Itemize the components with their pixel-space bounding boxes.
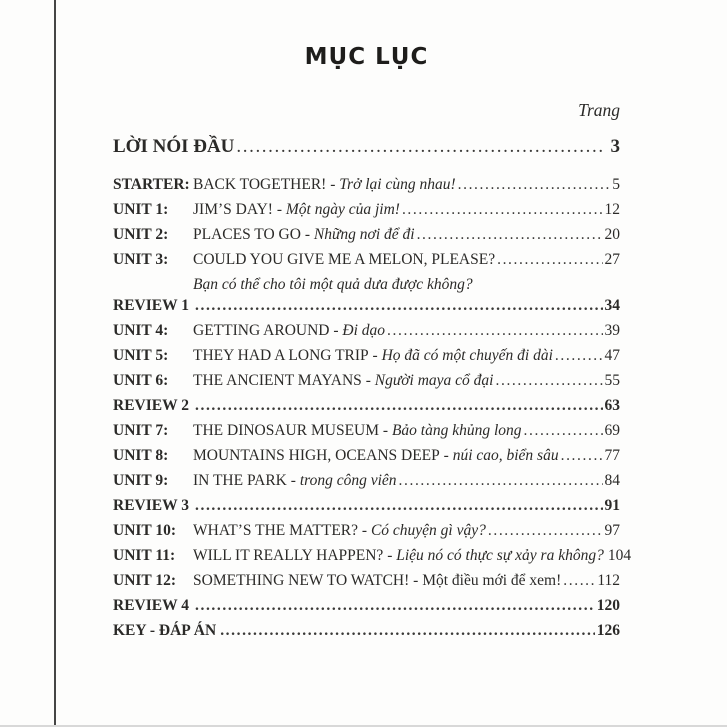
title-separator: - bbox=[368, 347, 382, 364]
toc-row-page: 47 bbox=[604, 347, 620, 364]
dot-leader bbox=[195, 297, 603, 315]
dot-leader bbox=[563, 572, 595, 590]
title-separator: - bbox=[329, 322, 343, 339]
toc-row-title: Bạn có thể cho tôi một quả dưa được không? bbox=[193, 276, 473, 293]
toc-row-title bbox=[193, 447, 559, 465]
toc-row-label: REVIEW 4 bbox=[113, 597, 189, 614]
toc-title-vietnamese: núi cao, biển sâu bbox=[452, 447, 559, 464]
dot-leader bbox=[417, 226, 603, 244]
toc-row-page: 63 bbox=[604, 397, 620, 414]
toc-row-page: 20 bbox=[604, 226, 620, 243]
toc-row-label: REVIEW 1 bbox=[113, 297, 189, 314]
toc-row-label: REVIEW 2 bbox=[113, 397, 189, 414]
preface-row bbox=[113, 136, 620, 161]
toc-row bbox=[113, 176, 620, 201]
dot-leader bbox=[195, 597, 595, 615]
toc-row-label: UNIT 6: bbox=[113, 372, 169, 389]
title-separator: - bbox=[383, 547, 397, 564]
toc-title-vietnamese: Những nơi để đi bbox=[313, 226, 415, 243]
title-separator: - bbox=[300, 226, 314, 243]
toc-row-label: UNIT 10: bbox=[113, 522, 177, 539]
page-column-header: Trang bbox=[578, 100, 620, 120]
toc-row bbox=[113, 201, 620, 226]
toc-row-page: 34 bbox=[604, 297, 620, 314]
title-separator: - bbox=[379, 422, 392, 439]
scan-edge-line bbox=[54, 0, 56, 725]
toc-row-page: 77 bbox=[604, 447, 620, 464]
toc-row-page: 27 bbox=[604, 251, 620, 268]
dot-leader bbox=[497, 251, 602, 269]
toc-row-page: 55 bbox=[604, 372, 620, 389]
toc-row bbox=[113, 372, 620, 397]
toc-row-label: UNIT 12: bbox=[113, 572, 177, 589]
toc-row-title bbox=[193, 422, 522, 440]
title-separator: - bbox=[286, 472, 300, 489]
dot-leader bbox=[524, 422, 603, 440]
toc-row-page: 39 bbox=[604, 322, 620, 339]
dot-leader bbox=[458, 176, 611, 194]
page-title: MỤC LỤC bbox=[304, 44, 429, 70]
toc-title-english: BACK TOGETHER! bbox=[193, 176, 327, 193]
dot-leader bbox=[236, 136, 603, 158]
toc-title-vietnamese: Bảo tàng khủng long bbox=[391, 422, 522, 439]
toc-title-english: THE ANCIENT MAYANS bbox=[193, 372, 362, 389]
toc-title-english: PLACES TO GO bbox=[193, 226, 301, 243]
toc-row bbox=[113, 622, 620, 647]
toc-row bbox=[113, 226, 620, 251]
toc-row bbox=[113, 251, 620, 276]
toc-row-title bbox=[193, 347, 553, 365]
toc-title-vietnamese: trong công viên bbox=[299, 472, 397, 489]
toc-row bbox=[113, 497, 620, 522]
toc-title-vietnamese: Có chuyện gì vậy? bbox=[370, 522, 486, 539]
dot-leader bbox=[561, 447, 603, 465]
dot-leader bbox=[195, 497, 603, 515]
toc-title-english: MOUNTAINS HIGH, OCEANS DEEP bbox=[193, 447, 440, 464]
dot-leader bbox=[195, 397, 603, 415]
dot-leader bbox=[488, 522, 603, 540]
toc-row bbox=[113, 322, 620, 347]
toc-title-vietnamese: Một điều mới để xem! bbox=[422, 572, 562, 589]
dot-leader bbox=[402, 201, 603, 219]
toc-title-vietnamese: Trở lại cùng nhau! bbox=[339, 176, 456, 193]
toc-row-title bbox=[193, 176, 456, 194]
toc-title-vietnamese: Người maya cổ đại bbox=[374, 372, 494, 389]
toc-title-english: THE DINOSAUR MUSEUM bbox=[193, 422, 380, 439]
toc-row-title bbox=[193, 226, 415, 244]
toc-title-vietnamese: Một ngày của jim! bbox=[285, 201, 400, 218]
toc-row-title bbox=[193, 572, 561, 590]
toc-row-page: 5 bbox=[612, 176, 620, 193]
toc-row-page: 97 bbox=[604, 522, 620, 539]
toc-row bbox=[113, 297, 620, 322]
toc-row bbox=[113, 472, 620, 497]
toc-row-page: 120 bbox=[596, 597, 620, 614]
title-separator: - bbox=[272, 201, 286, 218]
toc-row bbox=[113, 397, 620, 422]
title-separator: - bbox=[358, 522, 371, 539]
toc-row-page: 69 bbox=[604, 422, 620, 439]
dot-leader bbox=[399, 472, 603, 490]
title-separator: - bbox=[326, 176, 340, 193]
toc-row bbox=[113, 422, 620, 447]
dot-leader bbox=[220, 622, 595, 640]
toc-row-page: 126 bbox=[596, 622, 620, 639]
toc-row-title bbox=[193, 201, 400, 219]
toc-row-page: 84 bbox=[604, 472, 620, 489]
toc-row-title bbox=[193, 522, 486, 540]
toc-row-label: UNIT 5: bbox=[113, 347, 169, 364]
toc-row-page: 112 bbox=[597, 572, 620, 589]
toc-row-label: REVIEW 3 bbox=[113, 497, 189, 514]
toc-row-label: UNIT 3: bbox=[113, 251, 169, 268]
toc-title-english: WHAT’S THE MATTER? bbox=[193, 522, 359, 539]
toc-row-title bbox=[193, 251, 495, 269]
dot-leader bbox=[496, 372, 603, 390]
toc-title-english: IN THE PARK bbox=[193, 472, 287, 489]
toc-row bbox=[113, 447, 620, 472]
toc-row bbox=[113, 597, 620, 622]
toc-row-title bbox=[193, 547, 604, 565]
toc-row bbox=[113, 572, 620, 597]
toc-row-title bbox=[193, 322, 385, 340]
toc-row bbox=[113, 522, 620, 547]
toc-row-title bbox=[193, 472, 397, 490]
dot-leader bbox=[555, 347, 603, 365]
toc-title-english: THEY HAD A LONG TRIP bbox=[193, 347, 369, 364]
toc-row-title bbox=[193, 372, 494, 390]
dot-leader bbox=[387, 322, 602, 340]
title-separator: - bbox=[361, 372, 375, 389]
toc-title-vietnamese: Họ đã có một chuyến đi dài bbox=[381, 347, 553, 364]
toc-row-page: 91 bbox=[604, 497, 620, 514]
toc-row-label: STARTER: bbox=[113, 176, 190, 193]
page-content bbox=[113, 0, 632, 647]
toc-title-english: SOMETHING NEW TO WATCH! bbox=[193, 572, 410, 589]
toc-list bbox=[113, 176, 632, 647]
toc-row-label: UNIT 7: bbox=[113, 422, 169, 439]
toc-row-page: 104 bbox=[607, 547, 632, 564]
toc-row-label: UNIT 9: bbox=[113, 472, 169, 489]
toc-row-continuation bbox=[113, 276, 620, 297]
preface-label: LỜI NÓI ĐẦU bbox=[113, 136, 235, 157]
toc-row bbox=[113, 547, 632, 572]
toc-row-page: 12 bbox=[604, 201, 620, 218]
toc-title-english: WILL IT REALLY HAPPEN? bbox=[193, 547, 384, 564]
toc-title-english: JIM’S DAY! bbox=[193, 201, 273, 218]
preface-page: 3 bbox=[610, 136, 620, 157]
title-separator: - bbox=[439, 447, 453, 464]
toc-row-label: UNIT 8: bbox=[113, 447, 169, 464]
toc-title-english: GETTING AROUND bbox=[193, 322, 330, 339]
toc-title-vietnamese: Liệu nó có thực sự xảy ra không? bbox=[396, 547, 604, 564]
title-separator: - bbox=[409, 572, 423, 589]
toc-title-english: COULD YOU GIVE ME A MELON, PLEASE? bbox=[193, 251, 496, 268]
toc-row-label: UNIT 4: bbox=[113, 322, 169, 339]
toc-row-label: UNIT 2: bbox=[113, 226, 169, 243]
toc-row-label: UNIT 1: bbox=[113, 201, 169, 218]
toc-row bbox=[113, 347, 620, 372]
toc-row-label: UNIT 11: bbox=[113, 547, 176, 564]
toc-title-vietnamese: Đi dạo bbox=[342, 322, 386, 339]
toc-row-label: KEY - ĐÁP ÁN bbox=[113, 622, 217, 639]
